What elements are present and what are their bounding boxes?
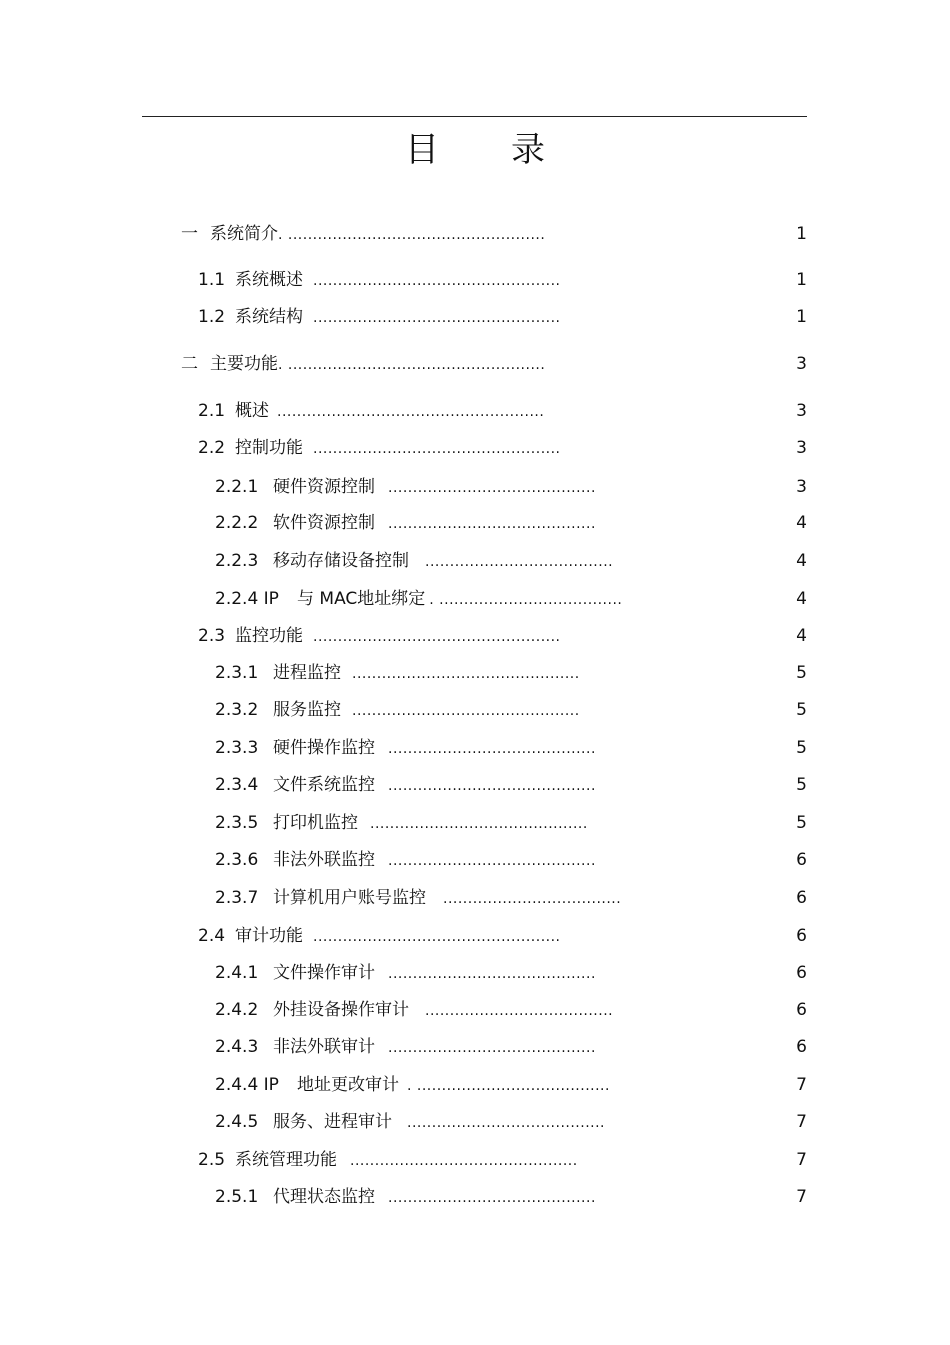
toc-entry[interactable] [215, 811, 588, 835]
toc-page-number: 4 [796, 626, 807, 646]
title-char-1: 目 [405, 130, 439, 170]
toc-entry[interactable] [215, 587, 622, 611]
toc-page-number: 6 [796, 926, 807, 946]
toc-page-number: 1 [796, 307, 807, 327]
toc-leader: .................................... [443, 891, 622, 907]
toc-number: 2.5 [198, 1150, 226, 1170]
toc-number: 一 [181, 224, 198, 244]
toc-entry[interactable] [215, 549, 613, 573]
toc-number: 2.3.2 [215, 700, 259, 720]
toc-number: 2.4.4 IP [215, 1075, 279, 1095]
toc-number: 2.3 [198, 626, 226, 646]
toc-number: 2.3.1 [215, 663, 259, 683]
toc-leader: .................................................. [313, 629, 561, 645]
toc-number: 2.2.4 IP [215, 589, 279, 609]
toc-leader: ...................................................... [277, 404, 545, 420]
toc-leader: . .................................................... [278, 227, 546, 243]
toc-text: 外挂设备操作审计 [273, 1000, 409, 1020]
toc-number: 2.3.3 [215, 738, 259, 758]
toc-entry[interactable] [181, 222, 545, 246]
toc-page-number: 6 [796, 1037, 807, 1057]
toc-leader: .......................................... [388, 853, 596, 869]
toc-text: 控制功能 [235, 438, 303, 458]
toc-text: 移动存储设备控制 [273, 551, 409, 571]
toc-page-number: 3 [796, 354, 807, 374]
toc-number: 1.1 [198, 270, 226, 290]
toc-entry[interactable] [181, 352, 545, 376]
toc-entry[interactable] [198, 1148, 578, 1172]
toc-entry[interactable] [198, 268, 561, 292]
toc-page-number: 5 [796, 663, 807, 683]
toc-text: 主要功能 [210, 354, 278, 374]
toc-leader: .............................................. [352, 666, 580, 682]
toc-leader: . ....................................... [407, 1078, 610, 1094]
toc-text: 系统管理功能 [235, 1150, 337, 1170]
toc-page-number: 6 [796, 888, 807, 908]
toc-page-number: 5 [796, 700, 807, 720]
toc-number: 2.5.1 [215, 1187, 259, 1207]
toc-text: 文件操作审计 [273, 963, 375, 983]
toc-text: 地址更改审计 [297, 1075, 399, 1095]
toc-text: 审计功能 [235, 926, 303, 946]
toc-leader: .......................................... [388, 516, 596, 532]
toc-entry[interactable] [198, 924, 561, 948]
toc-entry[interactable] [215, 773, 596, 797]
toc-number: 2.3.6 [215, 850, 259, 870]
toc-number: 1.2 [198, 307, 226, 327]
toc-text: 概述 [235, 401, 269, 421]
toc-leader: .................................................. [313, 441, 561, 457]
toc-entry[interactable] [215, 1073, 610, 1097]
toc-entry[interactable] [215, 848, 596, 872]
toc-leader: . ..................................... [429, 592, 623, 608]
toc-text: 硬件资源控制 [273, 477, 375, 497]
toc-page-number: 3 [796, 438, 807, 458]
toc-number: 2.4 [198, 926, 226, 946]
toc-entry[interactable] [198, 305, 561, 329]
toc-leader: .......................................... [388, 1040, 596, 1056]
toc-number: 2.4.2 [215, 1000, 259, 1020]
toc-page-number: 4 [796, 551, 807, 571]
toc-text: 服务监控 [273, 700, 341, 720]
toc-number: 2.3.4 [215, 775, 259, 795]
toc-page-number: 4 [796, 589, 807, 609]
toc-text: 计算机用户账号监控 [273, 888, 426, 908]
toc-text: 系统概述 [235, 270, 303, 290]
toc-text: 打印机监控 [273, 813, 358, 833]
toc-leader: .............................................. [352, 703, 580, 719]
toc-page-number: 1 [796, 224, 807, 244]
toc-leader: .......................................... [388, 778, 596, 794]
toc-page-number: 5 [796, 738, 807, 758]
toc-text: 文件系统监控 [273, 775, 375, 795]
toc-leader: .............................................. [350, 1153, 578, 1169]
toc-number: 2.2 [198, 438, 226, 458]
toc-entry[interactable] [215, 511, 596, 535]
toc-entry[interactable] [215, 886, 621, 910]
toc-page-number: 1 [796, 270, 807, 290]
toc-leader: .................................................. [313, 310, 561, 326]
toc-page-number: 6 [796, 1000, 807, 1020]
toc-number: 2.4.1 [215, 963, 259, 983]
toc-leader: ........................................ [407, 1115, 606, 1131]
toc-page-number: 4 [796, 513, 807, 533]
toc-number: 2.4.5 [215, 1112, 259, 1132]
toc-entry[interactable] [215, 475, 596, 499]
toc-page-number: 6 [796, 963, 807, 983]
toc-number: 2.4.3 [215, 1037, 259, 1057]
toc-entry[interactable] [215, 961, 596, 985]
toc-text: 硬件操作监控 [273, 738, 375, 758]
toc-page-number: 7 [796, 1075, 807, 1095]
toc-page-number: 3 [796, 477, 807, 497]
toc-leader: .......................................... [388, 480, 596, 496]
toc-text: 监控功能 [235, 626, 303, 646]
toc-leader: .......................................... [388, 966, 596, 982]
toc-page-number: 3 [796, 401, 807, 421]
title-char-2: 录 [511, 130, 545, 170]
toc-entry[interactable] [215, 998, 613, 1022]
toc-leader: .......................................... [388, 741, 596, 757]
toc-text: 进程监控 [273, 663, 341, 683]
toc-entry[interactable] [215, 661, 580, 685]
toc-leader: ...................................... [425, 1003, 614, 1019]
toc-entry[interactable] [215, 1185, 596, 1209]
toc-number: 2.3.7 [215, 888, 259, 908]
toc-page-number: 7 [796, 1150, 807, 1170]
toc-number: 二 [181, 354, 198, 374]
toc-text: 软件资源控制 [273, 513, 375, 533]
toc-page-number: 6 [796, 850, 807, 870]
toc-leader: .................................................. [313, 273, 561, 289]
toc-number: 2.2.1 [215, 477, 259, 497]
toc-entry[interactable] [215, 698, 580, 722]
toc-entry[interactable] [215, 1110, 605, 1134]
toc-page-number: 5 [796, 775, 807, 795]
toc-number: 2.2.3 [215, 551, 259, 571]
toc-page-number: 7 [796, 1187, 807, 1207]
toc-text: 系统结构 [235, 307, 303, 327]
toc-entry[interactable] [198, 399, 544, 423]
toc-text: 非法外联审计 [273, 1037, 375, 1057]
toc-leader: ............................................ [370, 816, 588, 832]
toc-leader: . .................................................... [278, 357, 546, 373]
toc-page-number: 5 [796, 813, 807, 833]
toc-text: 与 MAC地址绑定 [297, 589, 426, 609]
toc-text: 非法外联监控 [273, 850, 375, 870]
toc-leader: ...................................... [425, 554, 614, 570]
toc-page-number: 7 [796, 1112, 807, 1132]
toc-entry[interactable] [198, 624, 561, 648]
toc-number: 2.3.5 [215, 813, 259, 833]
toc-entry[interactable] [215, 1035, 596, 1059]
toc-text: 系统简介 [210, 224, 278, 244]
toc-number: 2.1 [198, 401, 226, 421]
toc-leader: .......................................... [388, 1190, 596, 1206]
toc-text: 代理状态监控 [273, 1187, 375, 1207]
toc-entry[interactable] [198, 436, 561, 460]
toc-number: 2.2.2 [215, 513, 259, 533]
toc-text: 服务、进程审计 [273, 1112, 392, 1132]
toc-entry[interactable] [215, 736, 596, 760]
toc-leader: .................................................. [313, 929, 561, 945]
